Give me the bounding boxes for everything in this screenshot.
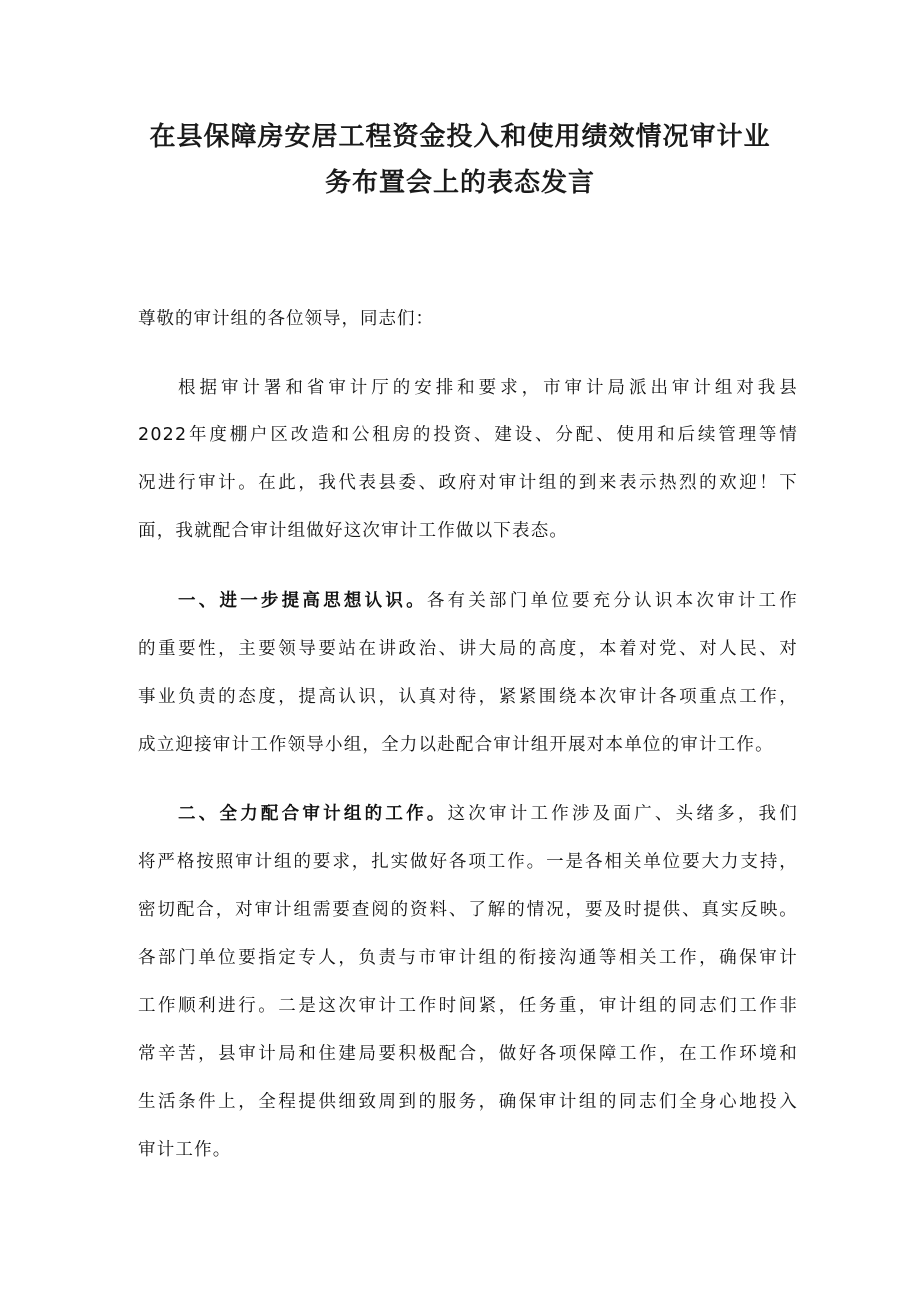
paragraph-3-heading: 二、全力配合审计组的工作。	[178, 804, 448, 824]
paragraph-2-line-4: 成立迎接审计工作领导小组，全力以赴配合审计组开展对本单位的审计工作。	[138, 735, 774, 755]
paragraph-2-line-2: 的重要性，主要领导要站在讲政治、讲大局的高度，本着对党、对人民、对	[138, 639, 798, 659]
paragraph-2-line-3: 事业负责的态度，提高认识，认真对待，紧紧围绕本次审计各项重点工作，	[138, 687, 798, 707]
paragraph-1-line-1: 根据审计署和省审计厅的安排和要求，市审计局派出审计组对我县	[178, 378, 798, 398]
paragraph-2-heading: 一、进一步提高思想认识。	[178, 591, 427, 611]
paragraph-3-line-1-text: 这次审计工作涉及面广、头绪多，我们	[447, 804, 798, 824]
paragraph-1-line-2: 2022年度棚户区改造和公租房的投资、建设、分配、使用和后续管理等情	[138, 425, 798, 445]
paragraph-3-line-4: 各部门单位要指定专人，负责与市审计组的衔接沟通等相关工作，确保审计	[138, 948, 798, 968]
paragraph-3-line-6: 常辛苦，县审计局和住建局要积极配合，做好各项保障工作，在工作环境和	[138, 1044, 798, 1064]
paragraph-3-line-1	[178, 802, 798, 826]
paragraph-3-line-5: 工作顺利进行。二是这次审计工作时间紧，任务重，审计组的同志们工作非	[138, 996, 798, 1016]
paragraph-3-line-7: 生活条件上，全程提供细致周到的服务，确保审计组的同志们全身心地投入	[138, 1092, 798, 1112]
document-title-line-1: 在县保障房安居工程资金投入和使用绩效情况审计业	[149, 122, 771, 152]
paragraph-1-line-4: 面，我就配合审计组做好这次审计工作做以下表态。	[138, 521, 569, 541]
salutation: 尊敬的审计组的各位领导，同志们：	[138, 309, 434, 329]
paragraph-3-line-8: 审计工作。	[138, 1140, 232, 1160]
paragraph-2-line-1	[178, 589, 798, 613]
paragraph-3-line-3: 密切配合，对审计组需要查阅的资料、了解的情况，要及时提供、真实反映。	[138, 900, 798, 920]
document-title-line-2: 务布置会上的表态发言	[324, 168, 595, 198]
paragraph-2-line-1-text: 各有关部门单位要充分认识本次审计工作	[426, 591, 798, 611]
paragraph-1-line-3: 况进行审计。在此，我代表县委、政府对审计组的到来表示热烈的欢迎！下	[138, 473, 798, 493]
paragraph-3-line-2: 将严格按照审计组的要求，扎实做好各项工作。一是各相关单位要大力支持，	[138, 852, 798, 872]
